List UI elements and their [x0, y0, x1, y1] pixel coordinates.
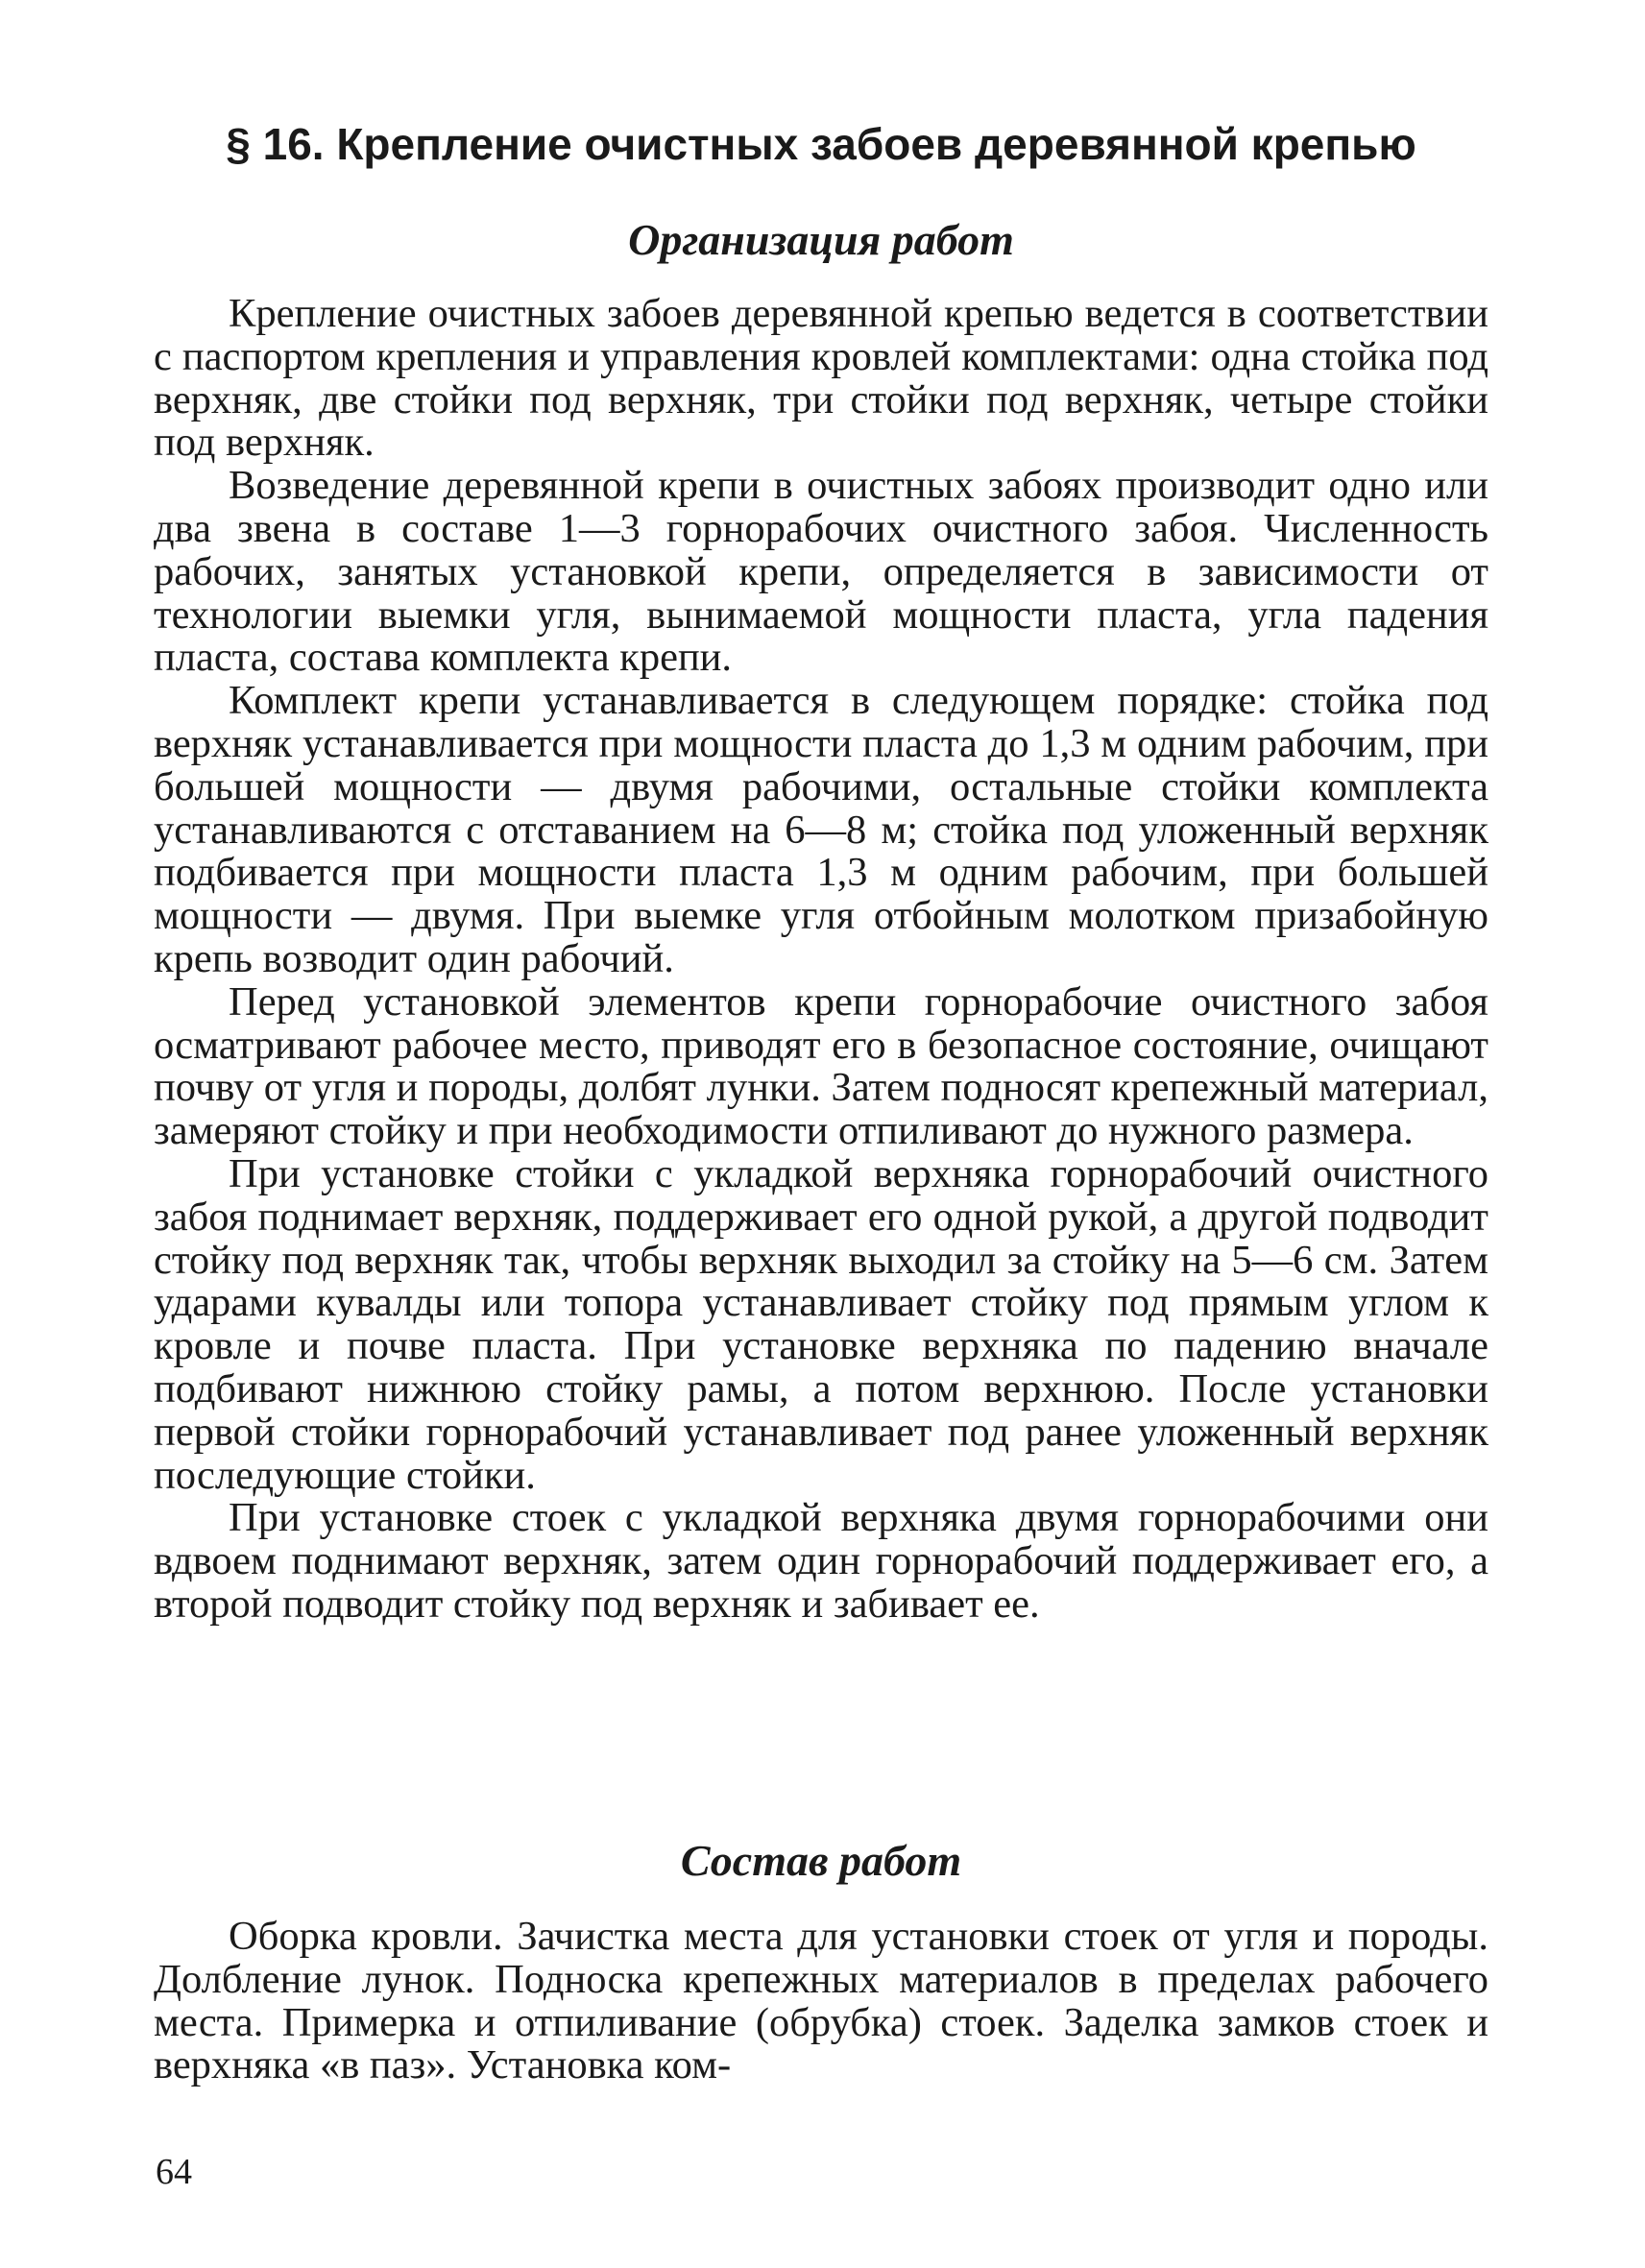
- paragraph: Комплект крепи устанавливается в следующем порядке: стойка под верхняк устанавливается при мощности пласта до 1,3 м одним рабочим, при большей мощности — двумя рабочими, остальные стойки комплекта устанавливаются с отставанием на 6—8 м; стойка под уложенный верхняк подбивается при мощности пласта 1,3 м одним рабочим, при большей мощности — двумя. При выемке угля отбойным молотком призабойную крепь возводит один рабочий.: [154, 678, 1488, 981]
- paragraph: При установке стоек с укладкой верхняка двумя горнорабочими они вдвоем поднимают верхняк, затем один горнорабочий поддерживает его, а второй подводит стойку под верхняк и забивает ее.: [154, 1495, 1488, 1627]
- work-composition-text: [154, 1916, 1488, 2087]
- paragraph: Крепление очистных забоев деревянной крепью ведется в соответствии с паспортом крепления и управления кровлей комплектами: одна стойка под верхняк, две стойки под верхняк, три стойки под верхняк, четыре стойки под верхняк.: [154, 291, 1488, 466]
- page-number: 64: [156, 2152, 192, 2192]
- paragraph: При установке стойки с укладкой верхняка горнорабочий очистного забоя поднимает верхняк, поддерживает его одной рукой, а другой подводит стойку под верхняк так, чтобы верхняк выходил за стойку на 5—6 см. Затем ударами кувалды или топора устанавливает стойку под прямым углом к кровле и почве пласта. При установке верхняка по падению вначале подбивают нижнюю стойку рамы, а потом верхнюю. После установки первой стойки горнорабочий устанавливает под ранее уложенный верхняк последующие стойки.: [154, 1150, 1488, 1498]
- section-title: § 16. Крепление очистных забоев деревянной крепью: [226, 119, 1416, 169]
- subsection-heading-work-composition: Состав работ: [680, 1836, 962, 1885]
- subsection-heading-organization: Организация работ: [628, 215, 1014, 264]
- paragraph: Возведение деревянной крепи в очистных забоях производит одно или два звена в составе 1—3 горнорабочих очистного забоя. Численность рабочих, занятых установкой крепи, определяется в зависимости от технологии выемки угля, вынимаемой мощности пласта, угла падения пласта, состава комплекта крепи.: [154, 463, 1488, 681]
- paragraph: Оборка кровли. Зачистка места для установки стоек от угля и породы. Долбление лунок. Подноска крепежных материалов в пределах рабочего места. Примерка и отпиливание (обрубка) стоек. Заделка замков стоек и верхняка «в паз». Установка ком-: [154, 1914, 1488, 2088]
- organization-text: [154, 293, 1488, 1627]
- paragraph: Перед установкой элементов крепи горнорабочие очистного забоя осматривают рабочее место, приводят его в безопасное состояние, очищают почву от угля и породы, долбят лунки. Затем подносят крепежный материал, замеряют стойку и при необходимости отпиливают до нужного размера.: [154, 978, 1488, 1154]
